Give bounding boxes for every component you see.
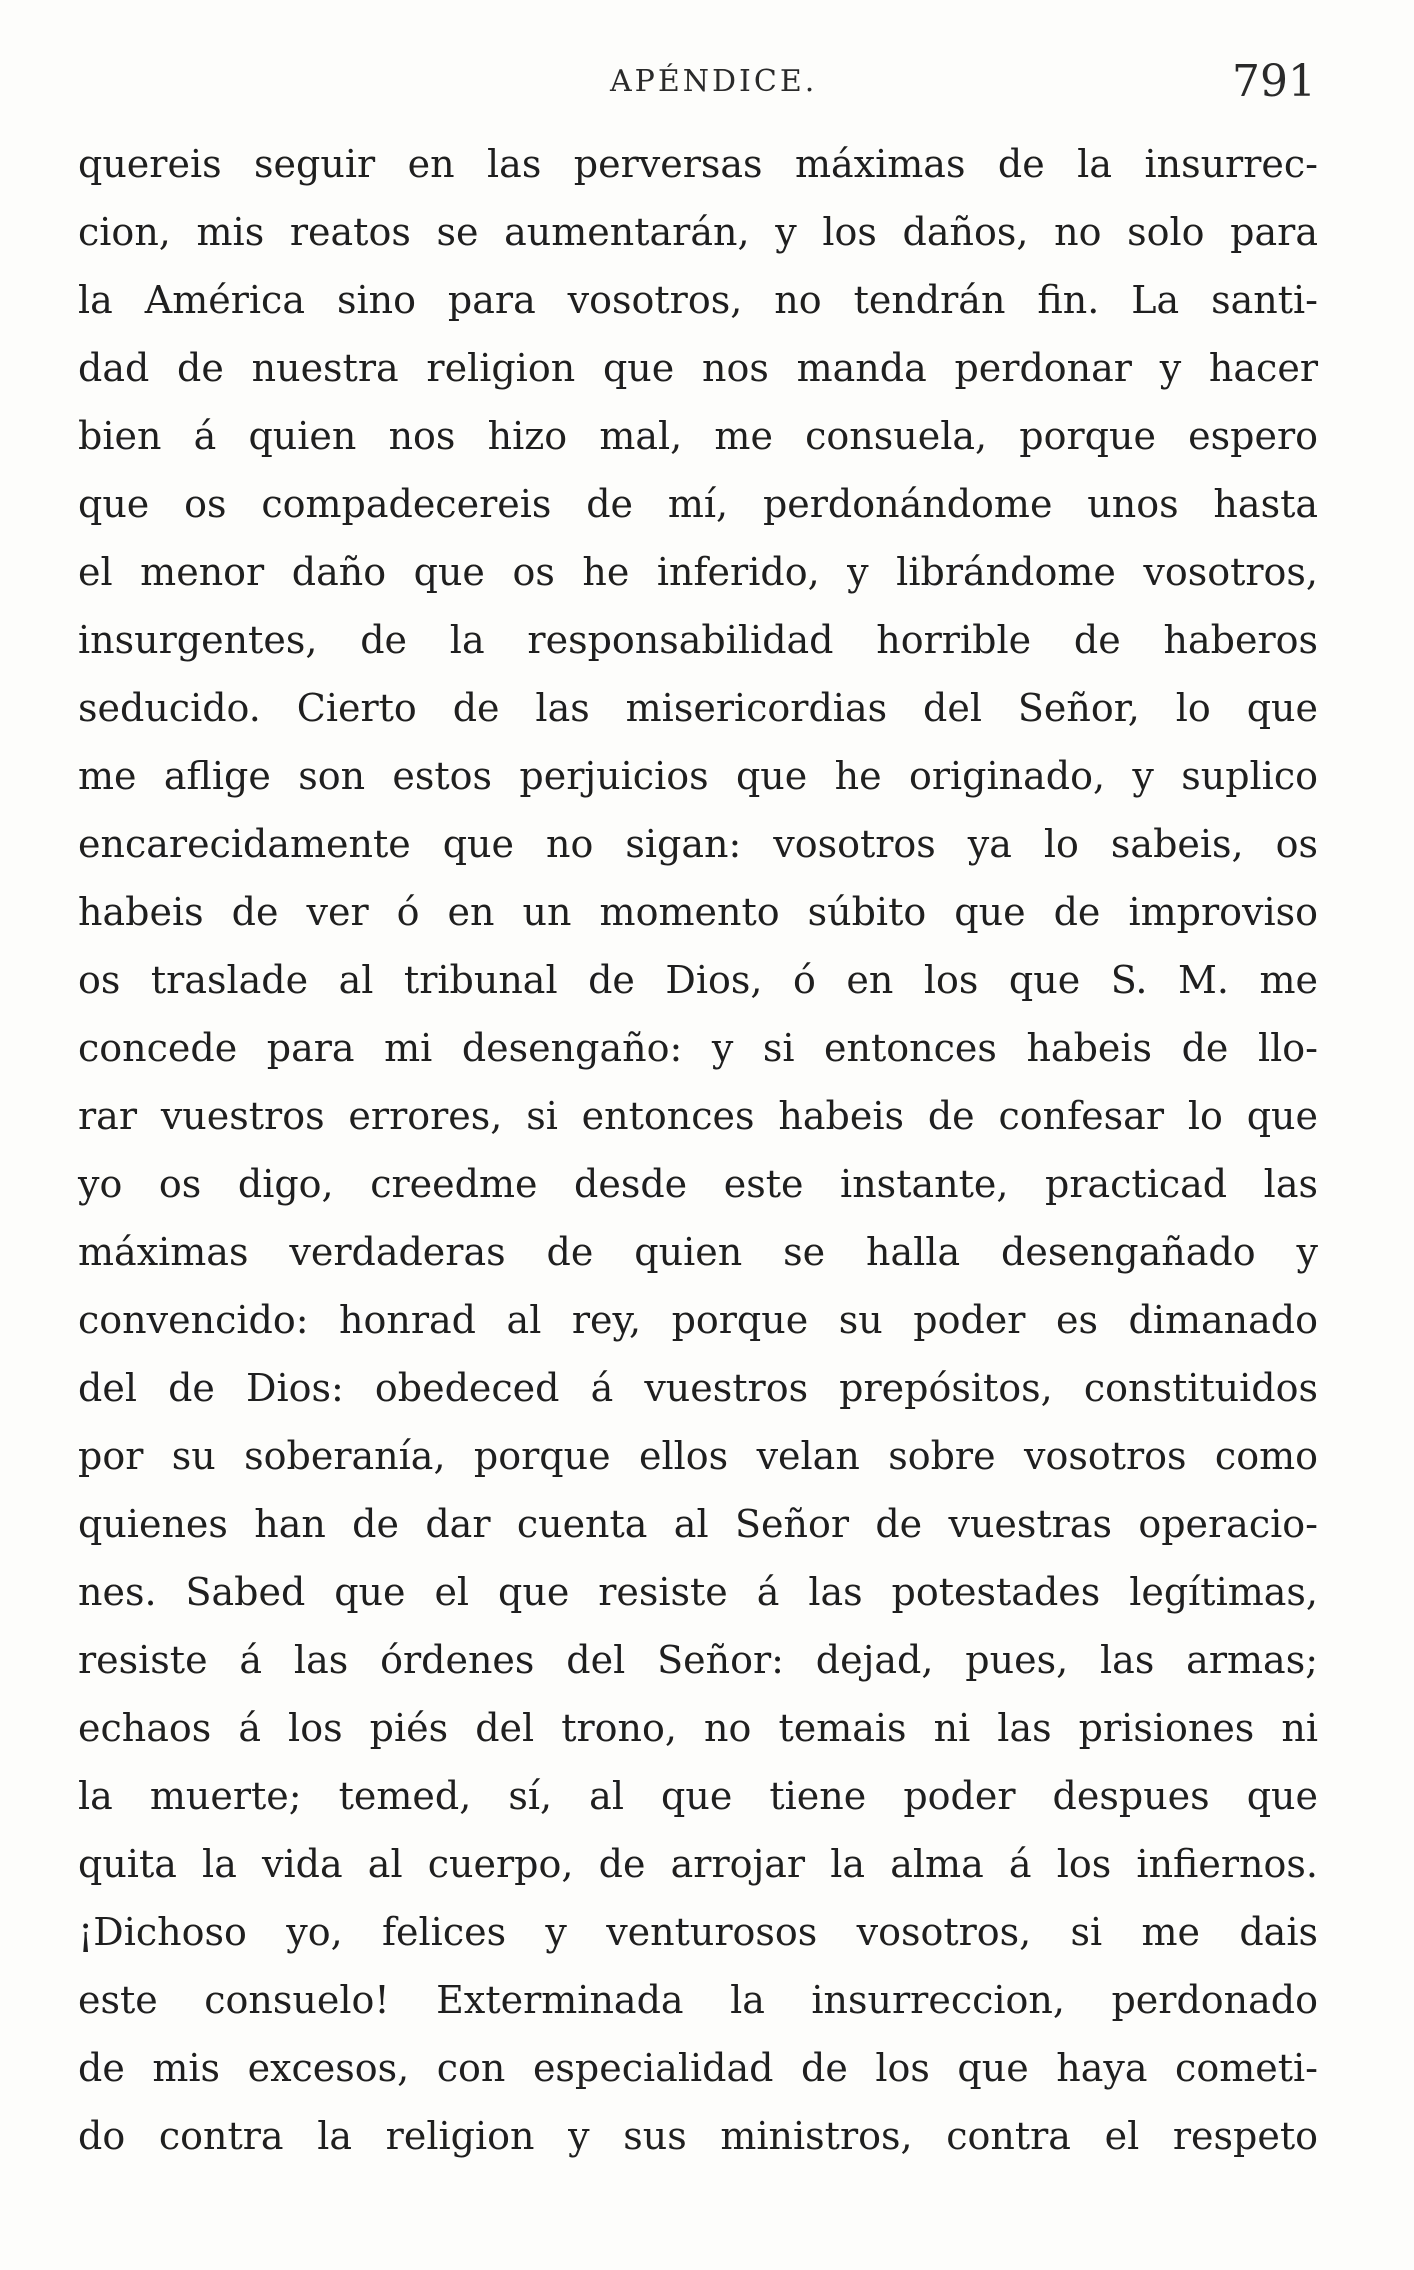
text-line: quereis seguir en las perversas máximas de la insurrec-: [78, 142, 1318, 186]
text-line: quita la vida al cuerpo, de arrojar la alma á los infiernos.: [78, 1842, 1318, 1886]
text-line: concede para mi desengaño: y si entonces habeis de llo-: [78, 1026, 1318, 1070]
text-line: la América sino para vosotros, no tendrán fin. La santi-: [78, 278, 1318, 322]
text-line: el menor daño que os he inferido, y librándome vosotros,: [78, 550, 1318, 594]
text-line: yo os digo, creedme desde este instante, practicad las: [78, 1162, 1318, 1206]
text-line: dad de nuestra religion que nos manda perdonar y hacer: [78, 346, 1318, 390]
text-line: máximas verdaderas de quien se halla desengañado y: [78, 1230, 1318, 1274]
body-text: [78, 130, 1318, 2170]
text-line: del de Dios: obedeced á vuestros prepósitos, constituidos: [78, 1366, 1318, 1410]
text-line: de mis excesos, con especialidad de los que haya cometi-: [78, 2046, 1318, 2090]
page-header: [0, 56, 1414, 116]
text-line: resiste á las órdenes del Señor: dejad, pues, las armas;: [78, 1638, 1318, 1682]
text-line: convencido: honrad al rey, porque su poder es dimanado: [78, 1298, 1318, 1342]
text-line: por su soberanía, porque ellos velan sobre vosotros como: [78, 1434, 1318, 1478]
text-line: rar vuestros errores, si entonces habeis de confesar lo que: [78, 1094, 1318, 1138]
text-line: ¡Dichoso yo, felices y venturosos vosotros, si me dais: [78, 1910, 1318, 1954]
text-line: que os compadecereis de mí, perdonándome unos hasta: [78, 482, 1318, 526]
text-line: insurgentes, de la responsabilidad horrible de haberos: [78, 618, 1318, 662]
text-line: do contra la religion y sus ministros, contra el respeto: [78, 2114, 1318, 2158]
running-head: APÉNDICE.: [610, 64, 818, 99]
text-line: quienes han de dar cuenta al Señor de vuestras operacio-: [78, 1502, 1318, 1546]
text-line: nes. Sabed que el que resiste á las potestades legítimas,: [78, 1570, 1318, 1614]
page-number: 791: [1232, 56, 1316, 107]
text-line: me aflige son estos perjuicios que he originado, y suplico: [78, 754, 1318, 798]
text-line: cion, mis reatos se aumentarán, y los daños, no solo para: [78, 210, 1318, 254]
text-line: encarecidamente que no sigan: vosotros ya lo sabeis, os: [78, 822, 1318, 866]
text-line: habeis de ver ó en un momento súbito que de improviso: [78, 890, 1318, 934]
text-line: este consuelo! Exterminada la insurreccion, perdonado: [78, 1978, 1318, 2022]
text-line: echaos á los piés del trono, no temais ni las prisiones ni: [78, 1706, 1318, 1750]
text-line: bien á quien nos hizo mal, me consuela, porque espero: [78, 414, 1318, 458]
text-line: la muerte; temed, sí, al que tiene poder despues que: [78, 1774, 1318, 1818]
text-line: os traslade al tribunal de Dios, ó en los que S. M. me: [78, 958, 1318, 1002]
text-line: seducido. Cierto de las misericordias del Señor, lo que: [78, 686, 1318, 730]
